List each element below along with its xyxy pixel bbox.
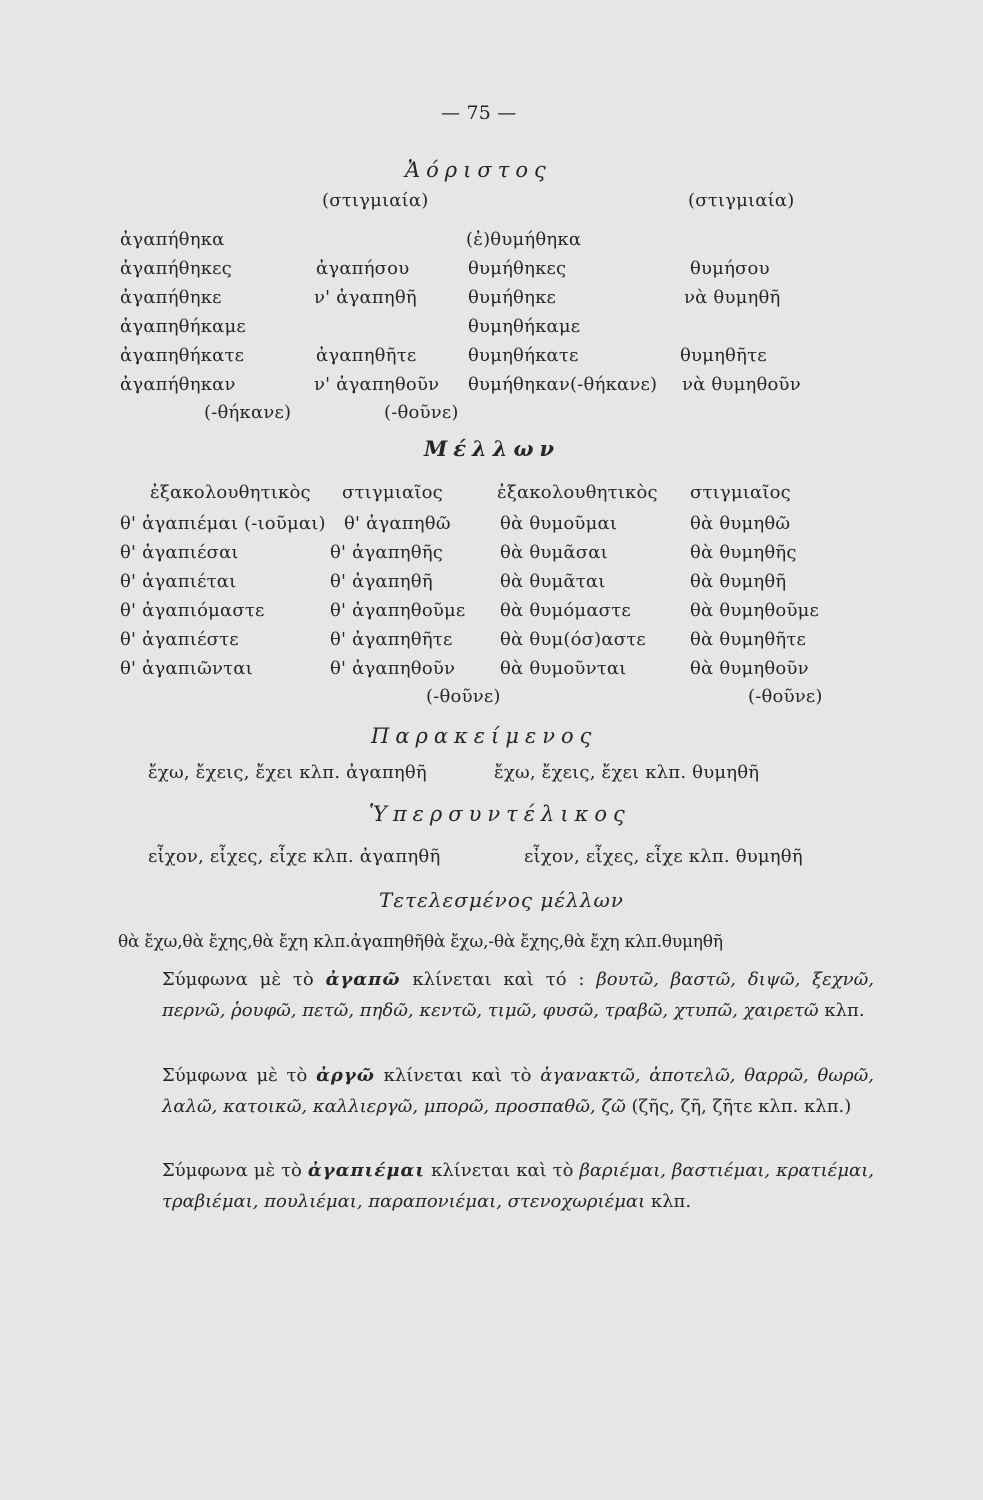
future-header-2: στιγμιαῖος [342, 482, 443, 503]
future-d-4: θὰ θυμηθοῦμε [690, 600, 820, 621]
aorist-c-5: θυμηθήκατε [468, 345, 579, 366]
perfect-right: ἔχω, ἔχεις, ἔχει κλπ. θυμηθῆ [494, 762, 760, 783]
paragraph-argo-list: ἀγανακτῶ, ἀποτελῶ, θαρρῶ, θωρῶ, λαλῶ, κατοικῶ, καλλιεργῶ, μπορῶ, προσπαθῶ, ζῶ [162, 1065, 874, 1117]
paragraph-agapo-end: κλπ. [824, 1000, 865, 1021]
paragraph-argo-end: (ζῆς, ζῆ, ζῆτε κλπ. κλπ.) [631, 1096, 852, 1117]
aorist-a-6: ἀγαπήθηκαν [120, 374, 236, 395]
aorist-col-d-header: (στιγμιαία) [688, 190, 795, 211]
aorist-a-note: (-θήκανε) [204, 402, 292, 423]
paragraph-argo-mid: κλίνεται καὶ τὸ [383, 1065, 532, 1086]
future-d-3: θὰ θυμηθῆ [690, 571, 787, 592]
future-b-1: θ' ἀγαπηθῶ [344, 513, 451, 534]
aorist-b-note: (-θοῦνε) [384, 402, 459, 423]
paragraph-agapiemai-lead: Σύμφωνα μὲ τὸ [162, 1160, 302, 1181]
future-c-1: θὰ θυμοῦμαι [500, 513, 618, 534]
paragraph-agapo-lead: Σύμφωνα μὲ τὸ [162, 969, 314, 990]
paragraph-agapiemai-list: βαριέμαι, βαστιέμαι, κρατιέμαι, τραβιέμαι, πουλιέμαι, παραπονιέμαι, στενοχωριέμαι [162, 1160, 874, 1212]
future-header-4: στιγμιαῖος [690, 482, 791, 503]
aorist-a-3: ἀγαπήθηκε [120, 287, 222, 308]
pluperfect-heading: Ὑπερσυντέλικος [369, 802, 631, 826]
future-d-2: θὰ θυμηθῆς [690, 542, 797, 563]
paragraph-agapiemai [118, 1155, 874, 1217]
future-b-4: θ' ἀγαπηθοῦμε [330, 600, 466, 621]
perfect-left: ἔχω, ἔχεις, ἔχει κλπ. ἀγαπηθῆ [148, 762, 427, 783]
future-header-3: ἐξακολουθητικὸς [497, 482, 658, 503]
aorist-a-1: ἀγαπήθηκα [120, 229, 225, 250]
future-d-5: θὰ θυμηθῆτε [690, 629, 807, 650]
future-b-2: θ' ἀγαπηθῆς [330, 542, 444, 563]
aorist-b-6: ν' ἀγαπηθοῦν [314, 374, 440, 395]
aorist-d-6: νὰ θυμηθοῦν [682, 374, 801, 395]
pluperfect-left: εἶχον, εἶχες, εἶχε κλπ. ἀγαπηθῆ [148, 846, 441, 867]
paragraph-agapiemai-end: κλπ. [650, 1191, 692, 1212]
aorist-b-3: ν' ἀγαπηθῆ [314, 287, 417, 308]
future-a-1: θ' ἀγαπιέμαι (-ιοῦμαι) [120, 513, 326, 534]
future-d-note: (-θοῦνε) [748, 686, 823, 707]
future-c-4: θὰ θυμόμαστε [500, 600, 631, 621]
future-perfect-heading: Τετελεσμένος μέλλων [379, 888, 624, 912]
future-c-3: θὰ θυμᾶται [500, 571, 606, 592]
aorist-b-5: ἀγαπηθῆτε [316, 345, 417, 366]
paragraph-argo [118, 1060, 874, 1122]
future-a-2: θ' ἀγαπιέσαι [120, 542, 239, 563]
aorist-a-2: ἀγαπήθηκες [120, 258, 232, 279]
aorist-c-3: θυμήθηκε [468, 287, 557, 308]
aorist-col-b-header: (στιγμιαία) [322, 190, 429, 211]
future-a-5: θ' ἀγαπιέστε [120, 629, 239, 650]
future-a-4: θ' ἀγαπιόμαστε [120, 600, 265, 621]
page-number: — 75 — [441, 102, 517, 124]
aorist-c-2: θυμήθηκες [468, 258, 567, 279]
aorist-c-1: (ἐ)θυμήθηκα [466, 229, 582, 250]
future-c-6: θὰ θυμοῦνται [500, 658, 627, 679]
future-c-5: θὰ θυμ(όσ)αστε [500, 629, 646, 650]
future-header-1: ἐξακολουθητικὸς [150, 482, 311, 503]
paragraph-agapiemai-key: ἀγαπιέμαι [307, 1160, 426, 1181]
paragraph-agapo [118, 964, 874, 1026]
aorist-d-2: θυμήσου [690, 258, 770, 279]
aorist-a-4: ἀγαπηθήκαμε [120, 316, 246, 337]
future-b-5: θ' ἀγαπηθῆτε [330, 629, 453, 650]
aorist-d-3: νὰ θυμηθῆ [684, 287, 781, 308]
future-a-3: θ' ἀγαπιέται [120, 571, 237, 592]
aorist-b-2: ἀγαπήσου [316, 258, 410, 279]
paragraph-argo-key: ἀργῶ [316, 1065, 375, 1086]
future-c-2: θὰ θυμᾶσαι [500, 542, 608, 563]
future-d-6: θὰ θυμηθοῦν [690, 658, 809, 679]
paragraph-agapiemai-mid: κλίνεται καὶ τὸ [431, 1160, 574, 1181]
future-perfect-line: θὰ ἔχω,θὰ ἔχης,θὰ ἔχη κλπ.ἀγαπηθῆθὰ ἔχω,-θὰ ἔχης,θὰ ἔχη κλπ.θυμηθῆ [118, 932, 723, 952]
aorist-c-6: θυμήθηκαν(-θήκανε) [468, 374, 658, 395]
future-b-6: θ' ἀγαπηθοῦν [330, 658, 456, 679]
future-d-1: θὰ θυμηθῶ [690, 513, 791, 534]
future-heading: Μέλλων [424, 436, 561, 461]
aorist-c-4: θυμηθήκαμε [468, 316, 581, 337]
paragraph-argo-lead: Σύμφωνα μὲ τὸ [162, 1065, 308, 1086]
future-b-note: (-θοῦνε) [426, 686, 501, 707]
aorist-heading: Ἀόριστος [405, 158, 552, 182]
perfect-heading: Παρακείμενος [371, 724, 598, 748]
paragraph-agapo-list: βουτῶ, βαστῶ, διψῶ, ξεχνῶ, περνῶ, ῥουφῶ, πετῶ, πηδῶ, κεντῶ, τιμῶ, φυσῶ, τραβῶ, χτυπῶ, χαιρετῶ [162, 969, 874, 1021]
paragraph-agapo-key: ἀγαπῶ [325, 969, 401, 990]
pluperfect-right: εἶχον, εἶχες, εἶχε κλπ. θυμηθῆ [524, 846, 803, 867]
aorist-d-5: θυμηθῆτε [680, 345, 767, 366]
paragraph-agapo-mid: κλίνεται καὶ τό : [412, 969, 585, 990]
aorist-a-5: ἀγαπηθήκατε [120, 345, 245, 366]
future-a-6: θ' ἀγαπιῶνται [120, 658, 253, 679]
future-b-3: θ' ἀγαπηθῆ [330, 571, 433, 592]
